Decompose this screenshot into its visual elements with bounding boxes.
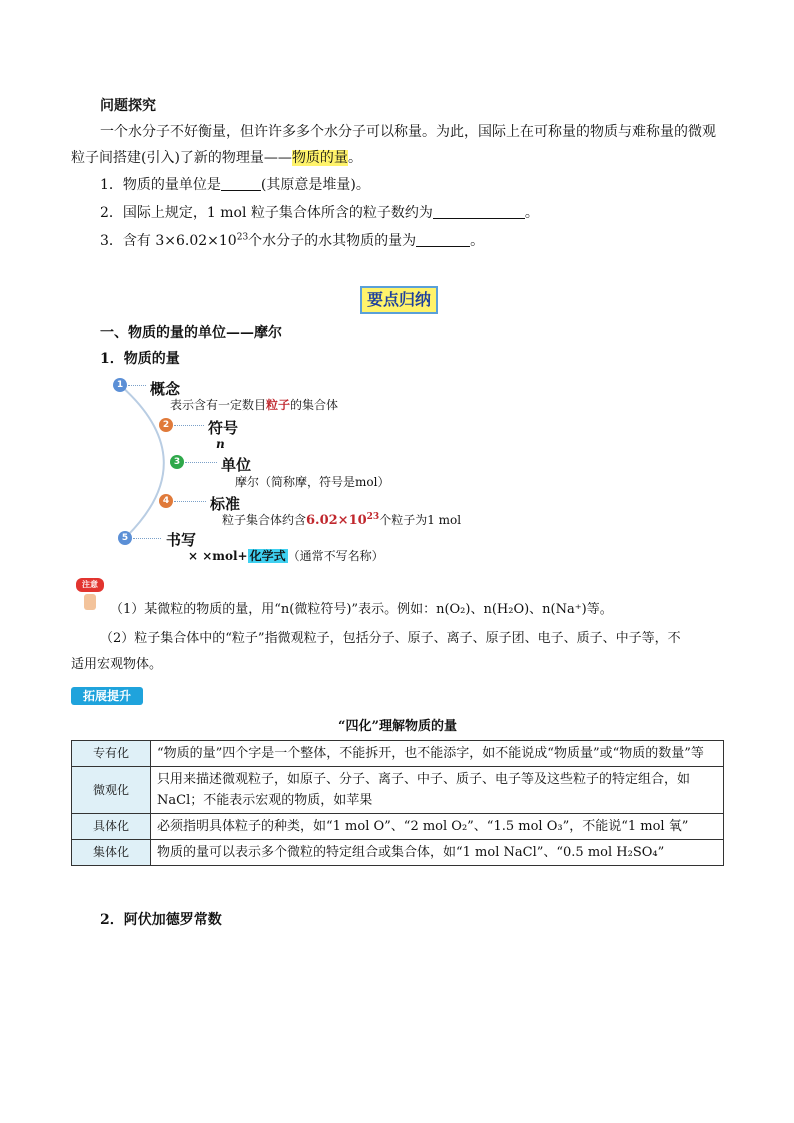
- row-value: “物质的量”四个字是一个整体，不能拆开，也不能添字，如不能说成“物质量”或“物质的数量”等: [151, 741, 724, 767]
- item-title-writing: 书写: [166, 531, 197, 549]
- question-text: 。: [524, 205, 539, 221]
- step-badge-4: 4: [159, 494, 173, 508]
- note-line-2: （2）粒子集合体中的“粒子”指微观粒子，包括分子、原子、离子、原子团、电子、质子、中子等，不: [100, 631, 681, 646]
- text-span: 的集合体: [290, 398, 339, 412]
- text-span: 表示含有一定数目: [170, 398, 267, 412]
- unit-desc: 摩尔（简称摩，符号是mol）: [235, 475, 390, 489]
- table-row: [72, 814, 724, 840]
- red-number: 6.02×10: [306, 513, 367, 528]
- table-title: “四化”理解物质的量: [338, 719, 457, 734]
- connector: [133, 538, 161, 539]
- connector: [128, 385, 146, 386]
- highlight-term: 化学式: [249, 549, 286, 563]
- step-badge-2: 2: [159, 418, 173, 432]
- row-value: 只用来描述微观粒子，如原子、分子、离子、中子、质子、电子等及这些粒子的特定组合，如NaCl；不能表示宏观的物质，如苹果: [151, 767, 724, 814]
- text-span: 个粒子为1 mol: [379, 513, 462, 527]
- table-row: [72, 767, 724, 814]
- text-span: × ×mol+: [188, 549, 248, 563]
- connector: [185, 462, 217, 463]
- item-title-concept: 概念: [150, 380, 181, 398]
- standard-desc: [222, 512, 461, 529]
- row-key: 微观化: [72, 767, 151, 814]
- exponent: 23: [366, 512, 380, 522]
- writing-desc: [188, 548, 384, 564]
- symbol-desc: n: [216, 437, 225, 451]
- item-title-unit: 单位: [221, 456, 252, 474]
- row-key: 专有化: [72, 741, 151, 767]
- note-line-1: （1）某微粒的物质的量，用“n(微粒符号)”表示。例如：n(O₂)、n(H₂O)、n(Na⁺)等。: [110, 602, 613, 617]
- explore-heading: 问题探究: [100, 98, 156, 114]
- explore-paragraph-line-1: 一个水分子不好衡量，但许许多多个水分子可以称量。为此，国际上在可称量的物质与难称量的微观: [100, 124, 716, 140]
- note-icon: [76, 578, 104, 612]
- text-span: （通常不写名称）: [287, 549, 384, 563]
- concept-desc: [170, 397, 338, 413]
- step-badge-5: 5: [118, 531, 132, 545]
- connector: [174, 425, 204, 426]
- four-aspects-table: [71, 740, 724, 866]
- table-row: [72, 840, 724, 866]
- step-badge-1: 1: [113, 378, 127, 392]
- question-text: (其原意是堆量)。: [260, 177, 370, 193]
- question-text: 个水分子的水其物质的量为: [248, 233, 417, 249]
- exponent: 23: [236, 232, 249, 243]
- question-text: 3．含有 3×6.02×10: [100, 233, 237, 249]
- step-badge-3: 3: [170, 455, 184, 469]
- text-span: 粒子间搭建(引入)了新的物理量——: [71, 150, 292, 166]
- row-key: 具体化: [72, 814, 151, 840]
- item-title-standard: 标准: [210, 495, 241, 513]
- note-icon-label: 注意: [76, 578, 104, 592]
- item-title-symbol: 符号: [208, 419, 239, 437]
- hand-icon: [84, 594, 96, 610]
- sub-heading-2: 2．阿伏加德罗常数: [100, 912, 222, 928]
- question-text: 。: [470, 233, 485, 249]
- extend-badge: 拓展提升: [71, 687, 143, 705]
- question-text: 1．物质的量单位是: [100, 177, 221, 193]
- table-row: [72, 741, 724, 767]
- sub-heading-1: 1．物质的量: [100, 351, 180, 367]
- section-title: 要点归纳: [360, 286, 438, 314]
- row-value: 必须指明具体粒子的种类，如“1 mol O”、“2 mol O₂”、“1.5 mol O₃”，不能说“1 mol 氧”: [151, 814, 724, 840]
- part-heading: 一、物质的量的单位——摩尔: [100, 325, 282, 341]
- question-text: 2．国际上规定，1 mol 粒子集合体所含的粒子数约为: [100, 205, 433, 221]
- connector: [174, 501, 206, 502]
- note-line-3: 适用宏观物体。: [71, 657, 163, 672]
- row-value: 物质的量可以表示多个微粒的特定组合或集合体，如“1 mol NaCl”、“0.5 mol H₂SO₄”: [151, 840, 724, 866]
- highlight-term: 物质的量: [291, 150, 348, 166]
- text-span: 粒子集合体约含: [222, 513, 307, 527]
- row-key: 集体化: [72, 840, 151, 866]
- red-term: 粒子: [266, 398, 291, 412]
- text-span: 。: [347, 150, 362, 166]
